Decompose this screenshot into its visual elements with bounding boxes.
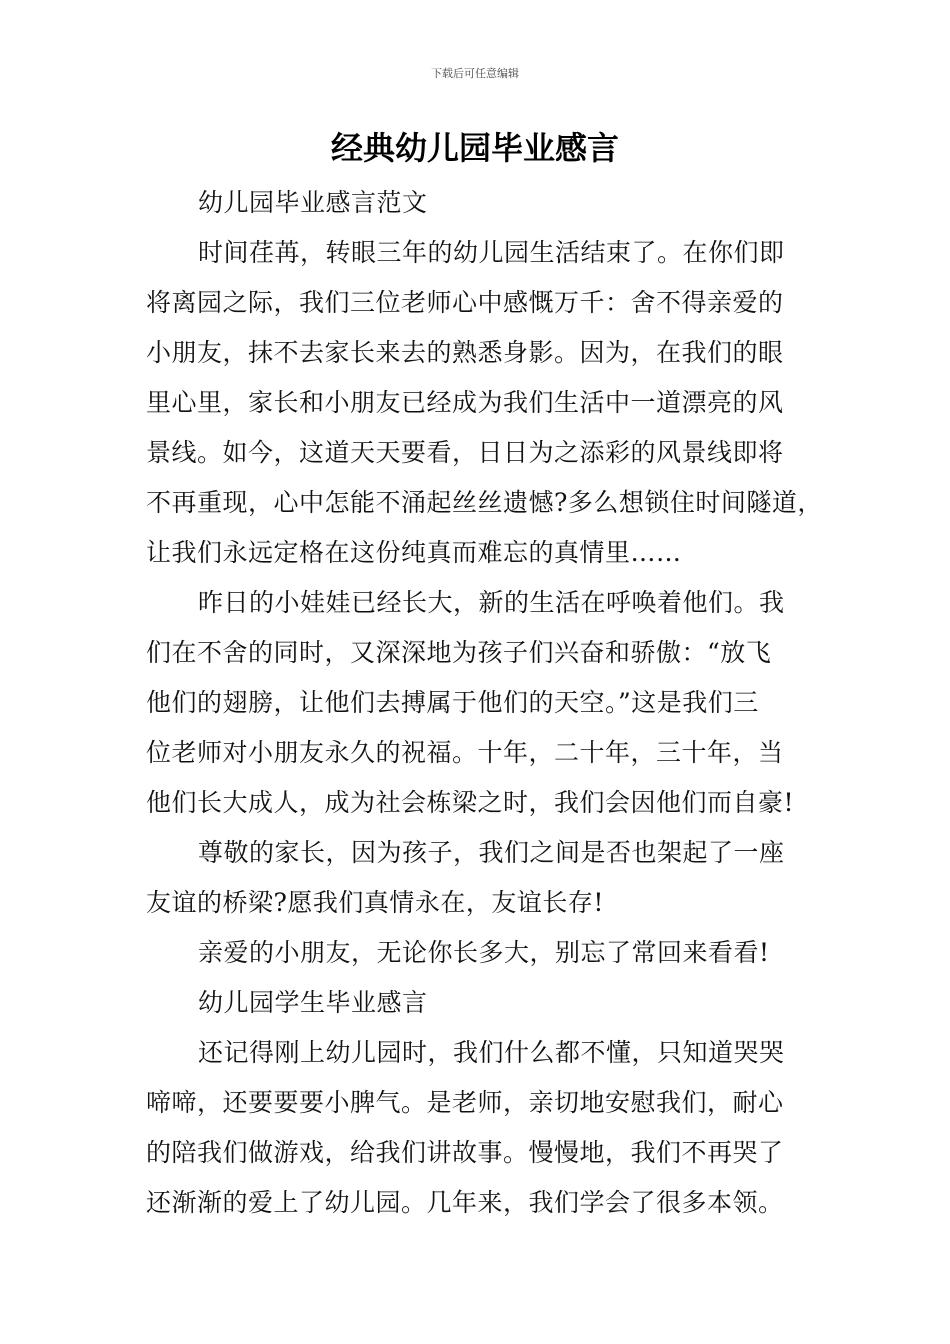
text-line: 啼啼，还要要要小脾气。是老师，亲切地安慰我们，耐心 bbox=[146, 1088, 784, 1117]
text-line: 里心里，家长和小朋友已经成为我们生活中一道漂亮的风 bbox=[146, 388, 784, 417]
text-line: 亲爱的小朋友，无论你长多大，别忘了常回来看看! bbox=[198, 938, 770, 967]
text-line: 位老师对小朋友永久的祝福。十年，二十年，三十年，当 bbox=[146, 738, 784, 767]
text-line: 尊敬的家长，因为孩子，我们之间是否也架起了一座 bbox=[198, 838, 785, 867]
text-line: 将离园之际，我们三位老师心中感慨万千：舍不得亲爱的 bbox=[146, 288, 784, 317]
document-body bbox=[146, 178, 822, 1228]
text-line: 幼儿园毕业感言范文 bbox=[198, 188, 428, 217]
text-line: 让我们永远定格在这份纯真而难忘的真情里…… bbox=[146, 538, 682, 567]
text-line: 不再重现，心中怎能不涌起丝丝遗憾?多么想锁住时间隧道， bbox=[146, 488, 823, 517]
text-line: 昨日的小娃娃已经长大，新的生活在呼唤着他们。我 bbox=[198, 588, 785, 617]
document-title: 经典幼儿园毕业感言 bbox=[330, 129, 619, 167]
text-line: 友谊的桥梁?愿我们真情永在，友谊长存! bbox=[146, 888, 604, 917]
text-line: 还渐渐的爱上了幼儿园。几年来，我们学会了很多本领。 bbox=[146, 1188, 784, 1217]
text-line: 时间荏苒，转眼三年的幼儿园生活结束了。在你们即 bbox=[198, 238, 785, 267]
text-line: 的陪我们做游戏，给我们讲故事。慢慢地，我们不再哭了 bbox=[146, 1138, 784, 1167]
text-line: 幼儿园学生毕业感言 bbox=[198, 988, 428, 1017]
text-line: 他们的翅膀，让他们去搏属于他们的天空。”这是我们三 bbox=[146, 688, 759, 717]
text-line: 还记得刚上幼儿园时，我们什么都不懂，只知道哭哭 bbox=[198, 1038, 785, 1067]
text-line: 小朋友，抹不去家长来去的熟悉身影。因为，在我们的眼 bbox=[146, 338, 784, 367]
text-line: 们在不舍的同时，又深深地为孩子们兴奋和骄傲：“放飞 bbox=[146, 638, 772, 667]
text-line: 他们长大成人，成为社会栋梁之时，我们会因他们而自豪! bbox=[146, 788, 795, 817]
header-note: 下载后可任意编辑 bbox=[431, 67, 519, 80]
text-line: 景线。如今，这道天天要看，日日为之添彩的风景线即将 bbox=[146, 438, 784, 467]
